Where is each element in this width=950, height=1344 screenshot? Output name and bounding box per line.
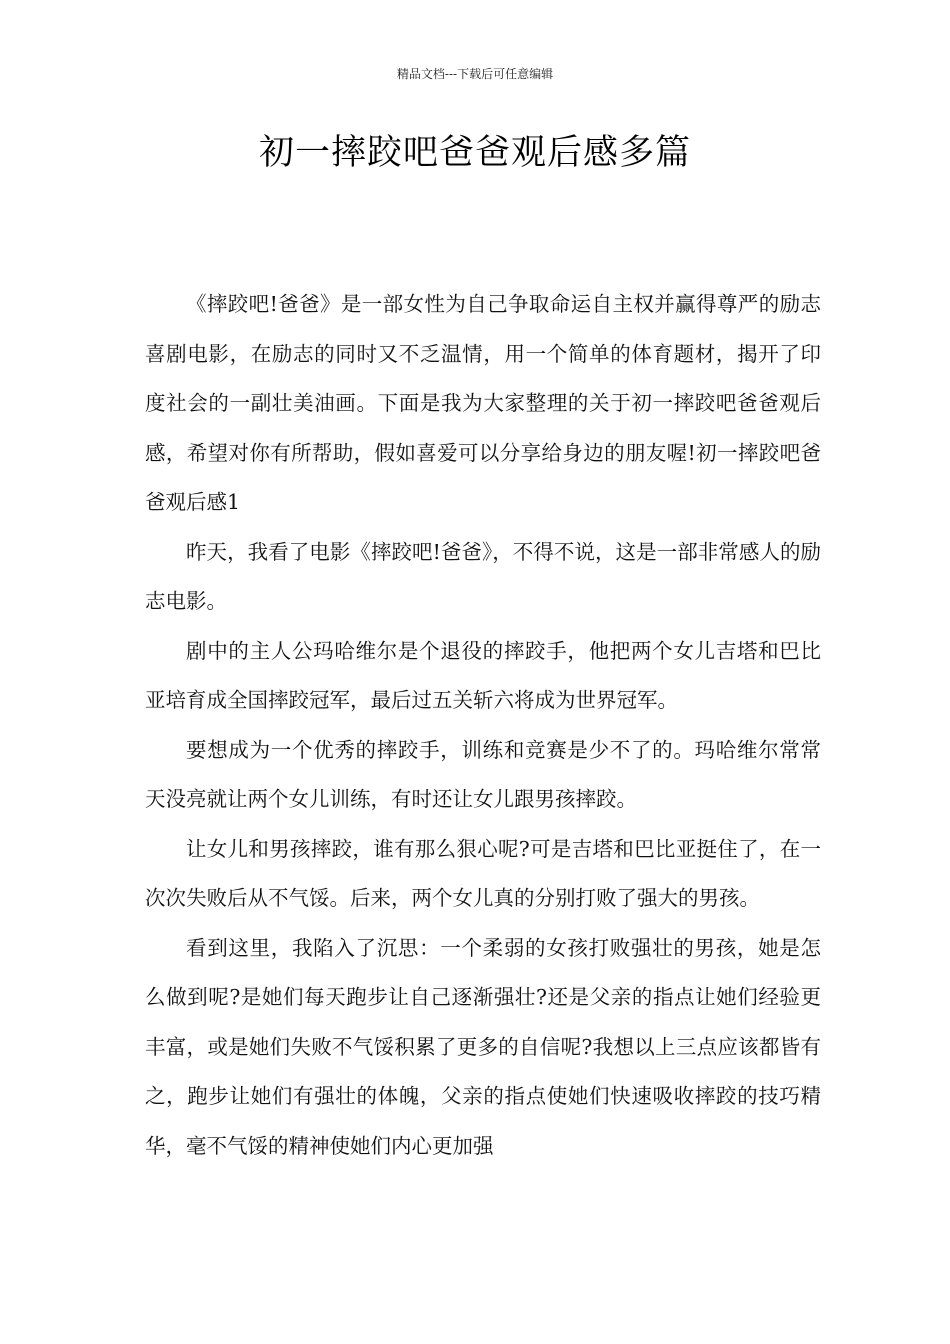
document-title: 初一摔跤吧爸爸观后感多篇 <box>258 133 691 173</box>
paragraph-5: 让女儿和男孩摔跤，谁有那么狠心呢?可是吉塔和巴比亚挺住了，在一次次失败后从不气馁。后来，两个女儿真的分别打败了强大的男孩。 <box>145 836 821 910</box>
paragraph-4: 要想成为一个优秀的摔跤手，训练和竞赛是少不了的。玛哈维尔常常天没亮就让两个女儿训练，有时还让女儿跟男孩摔跤。 <box>145 737 821 811</box>
document-body <box>145 280 821 1171</box>
page-header: 精品文档---下载后可任意编辑 <box>396 67 554 81</box>
paragraph-6: 看到这里，我陷入了沉思：一个柔弱的女孩打败强壮的男孩，她是怎么做到呢?是她们每天跑步让自己逐渐强壮?还是父亲的指点让她们经验更丰富，或是她们失败不气馁积累了更多的自信呢?我想以上三点应该都皆有之，跑步让她们有强壮的体魄，父亲的指点使她们快速吸收摔跤的技巧精华，毫不气馁的精神使她们内心更加强 <box>145 935 821 1158</box>
paragraph-2: 昨天，我看了电影《摔跤吧!爸爸》，不得不说，这是一部非常感人的励志电影。 <box>145 539 821 613</box>
paragraph-intro: 《摔跤吧!爸爸》是一部女性为自己争取命运自主权并赢得尊严的励志喜剧电影，在励志的同时又不乏温情，用一个简单的体育题材，揭开了印度社会的一副壮美油画。下面是我为大家整理的关于初一摔跤吧爸爸观后感，希望对你有所帮助，假如喜爱可以分享给身边的朋友喔!初一摔跤吧爸爸观后感1 <box>145 292 821 514</box>
paragraph-3: 剧中的主人公玛哈维尔是个退役的摔跤手，他把两个女儿吉塔和巴比亚培育成全国摔跤冠军，最后过五关斩六将成为世界冠军。 <box>145 638 821 712</box>
